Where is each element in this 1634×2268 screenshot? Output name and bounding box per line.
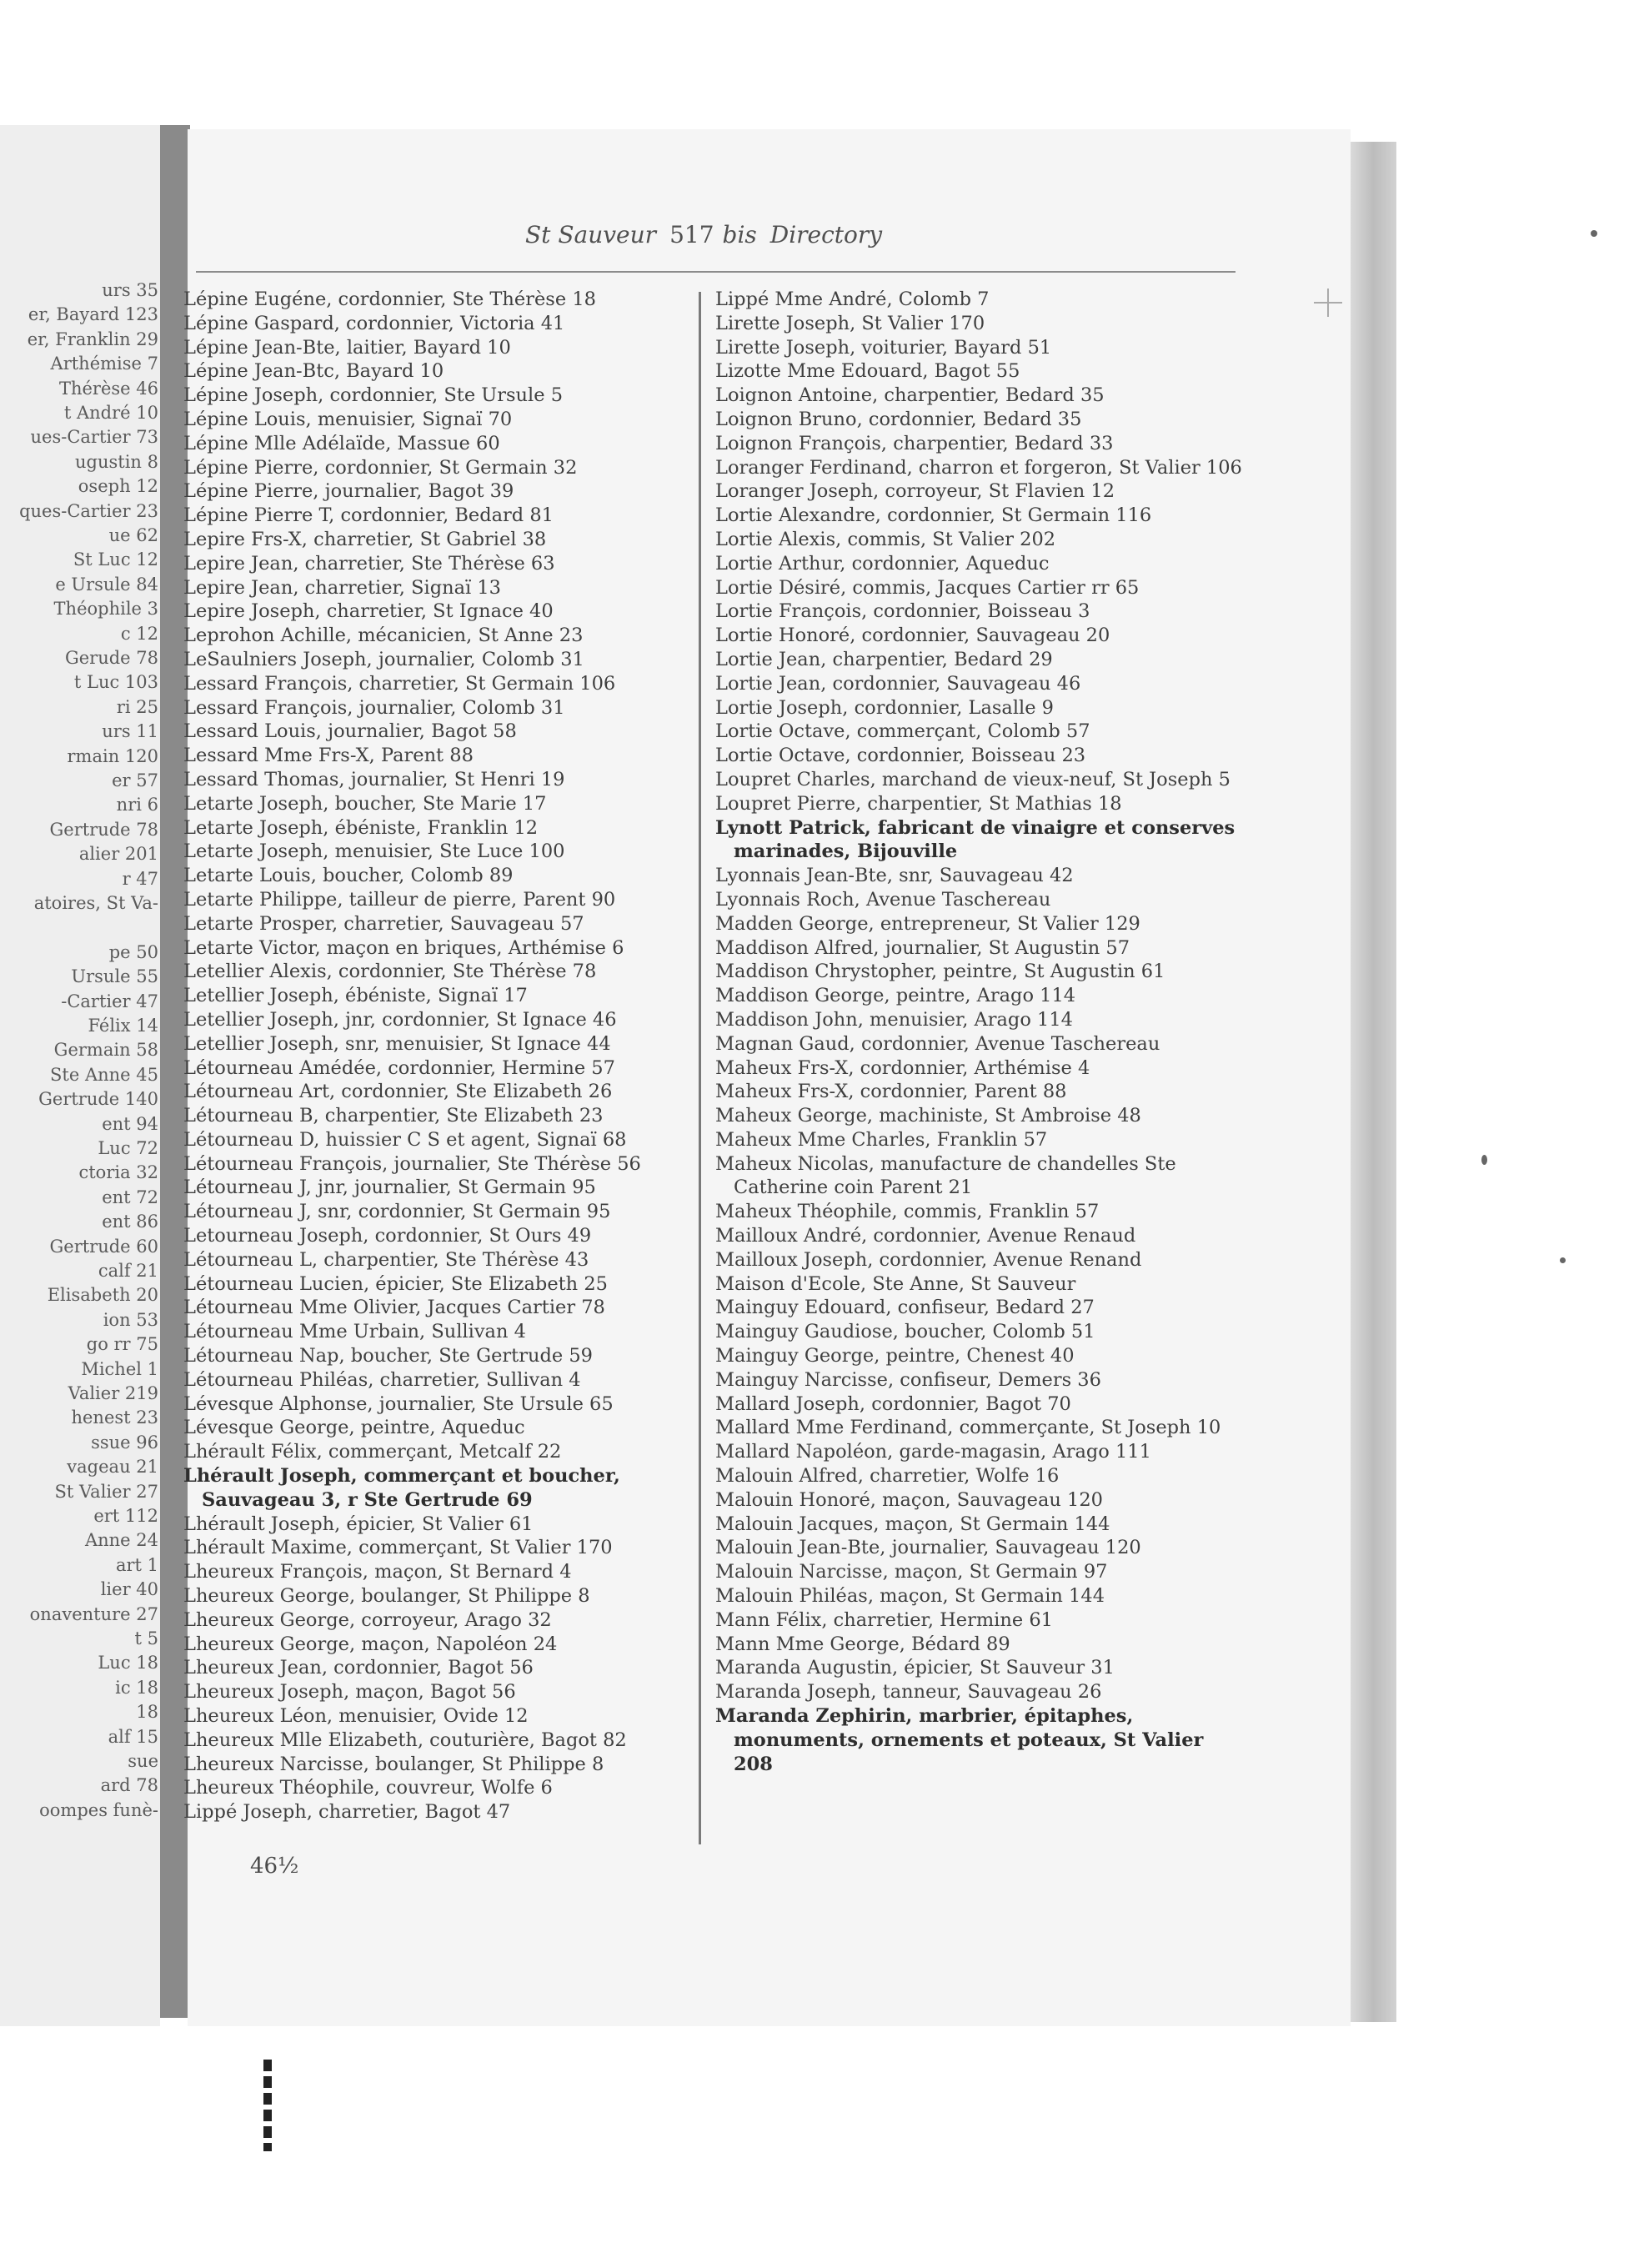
directory-entry: Lheureux Théophile, couvreur, Wolfe 6	[183, 1777, 553, 1799]
column-divider	[699, 292, 701, 1844]
directory-entry: Lheureux François, maçon, St Bernard 4	[183, 1561, 572, 1583]
facing-page-line: Gertrude 78	[49, 819, 158, 840]
directory-entry: Lyonnais Roch, Avenue Taschereau	[715, 888, 1051, 911]
facing-page-line: ssue 96	[91, 1432, 158, 1453]
directory-entry: Letarte Louis, boucher, Colomb 89	[183, 865, 514, 887]
directory-entry: Loupret Pierre, charpentier, St Mathias 18	[715, 792, 1122, 815]
facing-page-line: St Luc 12	[73, 549, 158, 570]
facing-page-line: rmain 120	[67, 745, 158, 766]
facing-page-line: Gerude 78	[64, 648, 158, 668]
facing-page-line: nri 6	[116, 795, 158, 815]
facing-page-line: urs 35	[102, 280, 158, 300]
directory-entry: Magnan Gaud, cordonnier, Avenue Taschereau	[715, 1032, 1160, 1055]
directory-entry: Lirette Joseph, St Valier 170	[715, 312, 985, 334]
directory-entry: Leprohon Achille, mécanicien, St Anne 23	[183, 625, 584, 647]
directory-entry: Lessard Louis, journalier, Bagot 58	[183, 720, 517, 743]
facing-page-line: go rr 75	[86, 1334, 158, 1355]
page-number-suffix: bis	[722, 221, 757, 248]
directory-entry: Lessard Mme Frs-X, Parent 88	[183, 745, 474, 767]
directory-entry: Mann Félix, charretier, Hermine 61	[715, 1608, 1053, 1631]
facing-page-line: ctoria 32	[78, 1162, 158, 1183]
directory-entry: Maddison Alfred, journalier, St Augustin 57	[715, 936, 1130, 959]
running-head	[525, 218, 892, 252]
directory-entry: Mainguy Edouard, confiseur, Bedard 27	[715, 1297, 1095, 1319]
facing-page-line: ard 78	[100, 1775, 158, 1796]
facing-page-line: -Cartier 47	[61, 991, 158, 1011]
directory-entry: Létourneau Mme Olivier, Jacques Cartier 78	[183, 1297, 605, 1319]
facing-page-line: Valier 219	[68, 1383, 158, 1403]
directory-entry: Maheux Frs-X, cordonnier, Arthémise 4	[715, 1056, 1090, 1079]
directory-entry: Loranger Joseph, corroyeur, St Flavien 12	[715, 480, 1115, 503]
directory-entry: Lippé Mme André, Colomb 7	[715, 289, 990, 310]
folio: 46½	[250, 1854, 299, 1879]
facing-page-line: lier 40	[100, 1579, 158, 1600]
running-head-left: St Sauveur	[525, 221, 657, 248]
facing-page-line: ques-Cartier 23	[19, 500, 158, 521]
directory-entry: Maddison John, menuisier, Arago 114	[715, 1008, 1073, 1031]
directory-entry: Maheux Nicolas, manufacture de chandelles Ste Catherine coin Parent 21	[715, 1152, 1176, 1199]
directory-entry: Lheureux George, corroyeur, Arago 32	[183, 1608, 552, 1631]
facing-page-line: henest 23	[71, 1407, 158, 1428]
directory-entry: LeSaulniers Joseph, journalier, Colomb 31	[183, 648, 584, 670]
facing-page-line: onaventure 27	[29, 1603, 158, 1624]
directory-entry: Lessard Thomas, journalier, St Henri 19	[183, 768, 565, 790]
facing-page-line: er, Bayard 123	[28, 304, 158, 325]
directory-entry: Lheureux Joseph, maçon, Bagot 56	[183, 1681, 516, 1704]
directory-entry: Maddison Chrystopher, peintre, St Augustin 61	[715, 961, 1165, 983]
directory-entry: Lheureux Mlle Elizabeth, couturière, Bagot 82	[183, 1729, 627, 1751]
directory-entry: Letarte Prosper, charretier, Sauvageau 57	[183, 912, 584, 935]
directory-entry: Loignon François, charpentier, Bedard 33	[715, 432, 1114, 454]
facing-page-fragment	[0, 125, 160, 2026]
directory-entry: Letarte Philippe, tailleur de pierre, Parent 90	[183, 888, 616, 911]
facing-page-line: ent 94	[102, 1113, 158, 1134]
facing-page-line: ert 112	[93, 1506, 158, 1526]
directory-entry: Lippé Joseph, charretier, Bagot 47	[183, 1801, 511, 1824]
directory-entry: Lépine Eugéne, cordonnier, Ste Thérèse 18	[183, 289, 596, 310]
directory-entry: Lhérault Joseph, commerçant et boucher, Sauvageau 3, r Ste Gertrude 69	[183, 1465, 620, 1511]
directory-entry: Lessard François, charretier, St Germain 106	[183, 672, 616, 695]
directory-entry: Lortie Désiré, commis, Jacques Cartier rr 65	[715, 576, 1140, 599]
directory-entry: Mallard Joseph, cordonnier, Bagot 70	[715, 1392, 1071, 1415]
facing-page-line: t 5	[134, 1628, 158, 1648]
facing-page-line: vageau 21	[67, 1457, 158, 1478]
directory-entry: Lortie François, cordonnier, Boisseau 3	[715, 600, 1090, 623]
directory-entry: Létourneau Philéas, charretier, Sullivan 4	[183, 1368, 581, 1391]
directory-entry: Létourneau B, charpentier, Ste Elizabeth 23	[183, 1105, 604, 1127]
facing-page-line: St Valier 27	[54, 1481, 158, 1502]
directory-entry: Lirette Joseph, voiturier, Bayard 51	[715, 336, 1052, 359]
directory-entry: Letourneau Joseph, cordonnier, St Ours 49	[183, 1225, 592, 1247]
facing-page-line: er, Franklin 29	[27, 329, 158, 349]
directory-entry: Lortie Honoré, cordonnier, Sauvageau 20	[715, 625, 1110, 647]
directory-entry: Lortie Jean, cordonnier, Sauvageau 46	[715, 672, 1081, 695]
directory-entry: Létourneau Amédée, cordonnier, Hermine 57	[183, 1056, 615, 1079]
directory-entry: Letarte Joseph, menuisier, Ste Luce 100	[183, 840, 565, 863]
facing-page-line: ic 18	[115, 1677, 158, 1698]
facing-page-line: er 57	[112, 770, 158, 790]
directory-entry: Lépine Louis, menuisier, Signaï 70	[183, 408, 513, 430]
directory-entry: Létourneau L, charpentier, Ste Thérèse 43	[183, 1248, 589, 1271]
directory-entry: Létourneau J, jnr, journalier, St Germain 95	[183, 1177, 596, 1199]
directory-entry: Malouin Jacques, maçon, St Germain 144	[715, 1513, 1110, 1535]
directory-entry: Lortie Jean, charpentier, Bedard 29	[715, 648, 1053, 670]
directory-entry: Lheureux George, maçon, Napoléon 24	[183, 1633, 558, 1655]
facing-page-line: ent 86	[102, 1212, 158, 1232]
facing-page-line: t André 10	[63, 403, 158, 423]
facing-page-line: Ste Anne 45	[50, 1064, 158, 1085]
directory-entry: Lortie Octave, commerçant, Colomb 57	[715, 720, 1090, 743]
directory-entry: Lynott Patrick, fabricant de vinaigre et conserves marinades, Bijouville	[715, 816, 1236, 863]
facing-page-line: urs 11	[102, 721, 158, 742]
directory-entry: Mallard Napoléon, garde-magasin, Arago 111	[715, 1441, 1151, 1463]
directory-entry: Mallard Mme Ferdinand, commerçante, St Joseph 10	[715, 1417, 1221, 1439]
binding-thread-mark	[263, 2060, 272, 2151]
directory-entry: Malouin Jean-Bte, journalier, Sauvageau 120	[715, 1537, 1141, 1559]
directory-entry: Madden George, entrepreneur, St Valier 129	[715, 912, 1140, 935]
directory-entry: Lortie Octave, cordonnier, Boisseau 23	[715, 745, 1086, 767]
directory-entry: Maranda Joseph, tanneur, Sauvageau 26	[715, 1681, 1102, 1704]
facing-page-line: ugustin 8	[75, 451, 158, 472]
directory-entry: Lépine Jean-Bte, laitier, Bayard 10	[183, 336, 511, 359]
directory-entry: Lépine Joseph, cordonnier, Ste Ursule 5	[183, 384, 564, 407]
directory-entry: Mainguy George, peintre, Chenest 40	[715, 1345, 1075, 1367]
directory-entry: Loranger Ferdinand, charron et forgeron, St Valier 106	[715, 456, 1242, 479]
directory-entry: Letellier Joseph, ébéniste, Signaï 17	[183, 985, 528, 1007]
crosshair-mark-icon	[1314, 289, 1342, 317]
directory-entry: Létourneau Mme Urbain, Sullivan 4	[183, 1321, 526, 1343]
facing-page-line: Michel 1	[81, 1358, 158, 1379]
directory-entry: Mailloux André, cordonnier, Avenue Renaud	[715, 1225, 1136, 1247]
directory-entry: Mailloux Joseph, cordonnier, Avenue Renand	[715, 1248, 1142, 1271]
directory-entry: Maranda Zephirin, marbrier, épitaphes, monuments, ornements et poteaux, St Valier 208	[715, 1705, 1204, 1775]
directory-entry: Létourneau Lucien, épicier, Ste Elizabeth 25	[183, 1272, 608, 1295]
directory-entry: Lizotte Mme Edouard, Bagot 55	[715, 360, 1020, 383]
dust-speck	[1481, 1155, 1487, 1165]
facing-page-line: Luc 72	[98, 1138, 158, 1158]
page-number: 517	[669, 221, 714, 248]
directory-entry: Letellier Joseph, jnr, cordonnier, St Ignace 46	[183, 1008, 617, 1031]
directory-entry: Lhérault Joseph, épicier, St Valier 61	[183, 1513, 534, 1535]
directory-entry: Lhérault Félix, commerçant, Metcalf 22	[183, 1441, 562, 1463]
facing-page-line: Luc 18	[98, 1653, 158, 1673]
directory-entry: Maheux Frs-X, cordonnier, Parent 88	[715, 1081, 1067, 1103]
directory-entry: Letellier Joseph, snr, menuisier, St Ignace 44	[183, 1032, 611, 1055]
directory-entry: Loupret Charles, marchand de vieux-neuf, St Joseph 5	[715, 768, 1231, 790]
facing-page-line: ion 53	[103, 1309, 158, 1330]
directory-entry: Letarte Joseph, ébéniste, Franklin 12	[183, 816, 539, 839]
directory-entry: Mainguy Narcisse, confiseur, Demers 36	[715, 1368, 1101, 1391]
directory-entry: Lépine Jean-Btc, Bayard 10	[183, 360, 444, 383]
facing-page-line: Félix 14	[88, 1016, 158, 1036]
directory-entry: Lepire Jean, charretier, Ste Thérèse 63	[183, 552, 555, 575]
directory-entry: Lépine Pierre, journalier, Bagot 39	[183, 480, 514, 503]
facing-page-line: Ursule 55	[71, 966, 158, 987]
facing-page-line: ri 25	[116, 696, 158, 717]
directory-entry: Lévesque Alphonse, journalier, Ste Ursule 65	[183, 1392, 614, 1415]
facing-page-line: atoires, St Va-	[33, 893, 158, 913]
directory-entry: Létourneau J, snr, cordonnier, St Germain 95	[183, 1201, 611, 1223]
directory-entry: Lépine Pierre T, cordonnier, Bedard 81	[183, 504, 554, 527]
directory-entry: Lépine Mlle Adélaïde, Massue 60	[183, 432, 500, 454]
dust-speck	[1560, 1257, 1566, 1263]
directory-entry: Lyonnais Jean-Bte, snr, Sauvageau 42	[715, 865, 1074, 887]
facing-page-line: sue	[128, 1751, 158, 1771]
directory-entry: Lévesque George, peintre, Aqueduc	[183, 1417, 525, 1439]
directory-entry: Loignon Antoine, charpentier, Bedard 35	[715, 384, 1105, 407]
facing-page-line: Thérèse 46	[58, 378, 158, 399]
facing-page-line: pe 50	[108, 941, 158, 962]
right-column	[715, 288, 1249, 1776]
facing-page-line: ent 72	[102, 1187, 158, 1207]
left-column	[183, 288, 717, 1824]
directory-entry: Letarte Victor, maçon en briques, Arthémise 6	[183, 936, 624, 959]
header-rule	[196, 271, 1236, 273]
directory-entry: Malouin Philéas, maçon, St Germain 144	[715, 1585, 1105, 1608]
directory-entry: Letarte Joseph, boucher, Ste Marie 17	[183, 792, 547, 815]
facing-page-line: c 12	[120, 623, 158, 644]
directory-entry: Loignon Bruno, cordonnier, Bedard 35	[715, 408, 1082, 430]
facing-page-line: r 47	[122, 868, 158, 889]
directory-entry: Maheux George, machiniste, St Ambroise 48	[715, 1105, 1141, 1127]
directory-entry: Lessard François, journalier, Colomb 31	[183, 696, 565, 719]
directory-entry: Lortie Alexis, commis, St Valier 202	[715, 528, 1056, 550]
directory-entry: Lepire Frs-X, charretier, St Gabriel 38	[183, 528, 547, 550]
facing-page-line: e Ursule 84	[55, 574, 158, 595]
facing-page-line: Anne 24	[84, 1530, 158, 1551]
directory-entry: Lépine Pierre, cordonnier, St Germain 32	[183, 456, 578, 479]
directory-entry: Maddison George, peintre, Arago 114	[715, 985, 1076, 1007]
facing-page-line: Gertrude 140	[38, 1089, 158, 1110]
directory-entry: Lortie Alexandre, cordonnier, St Germain 116	[715, 504, 1152, 527]
dust-speck	[1591, 230, 1597, 237]
facing-page-line: alf 15	[108, 1726, 158, 1747]
facing-page-line: ue 62	[108, 525, 158, 545]
running-head-right: Directory	[769, 221, 883, 248]
facing-page-line: art 1	[115, 1554, 158, 1575]
facing-page-line: Germain 58	[53, 1040, 158, 1061]
directory-entry: Létourneau Nap, boucher, Ste Gertrude 59	[183, 1345, 593, 1367]
directory-entry: Lortie Joseph, cordonnier, Lasalle 9	[715, 696, 1054, 719]
directory-entry: Lepire Joseph, charretier, St Ignace 40	[183, 600, 554, 623]
facing-page-line: Arthémise 7	[50, 354, 158, 374]
directory-entry: Lheureux Narcisse, boulanger, St Philippe 8	[183, 1753, 604, 1775]
directory-entry: Lepire Jean, charretier, Signaï 13	[183, 576, 501, 599]
facing-page-line: oseph 12	[78, 476, 158, 497]
directory-entry: Malouin Narcisse, maçon, St Germain 97	[715, 1561, 1108, 1583]
directory-entry: Lheureux Jean, cordonnier, Bagot 56	[183, 1657, 534, 1679]
directory-entry: Letellier Alexis, cordonnier, Ste Thérèse 78	[183, 961, 597, 983]
facing-page-line	[0, 915, 158, 940]
directory-entry: Mainguy Gaudiose, boucher, Colomb 51	[715, 1321, 1095, 1343]
facing-page-line: ues-Cartier 73	[30, 427, 158, 448]
directory-entry: Malouin Honoré, maçon, Sauvageau 120	[715, 1488, 1103, 1511]
facing-page-line: oompes funè-	[39, 1799, 158, 1820]
facing-page-line: Elisabeth 20	[47, 1285, 158, 1306]
facing-page-line: alier 201	[78, 844, 158, 865]
facing-page-line: t Luc 103	[73, 672, 158, 693]
directory-entry: Lhérault Maxime, commerçant, St Valier 170	[183, 1537, 613, 1559]
directory-entry: Létourneau François, journalier, Ste Thérèse 56	[183, 1152, 641, 1175]
page-edges	[1351, 142, 1396, 2022]
directory-entry: Lortie Arthur, cordonnier, Aqueduc	[715, 552, 1050, 575]
facing-page-line: calf 21	[98, 1261, 158, 1281]
directory-entry: Maison d'Ecole, Ste Anne, St Sauveur	[715, 1272, 1076, 1295]
directory-entry: Malouin Alfred, charretier, Wolfe 16	[715, 1465, 1060, 1488]
directory-entry: Maheux Mme Charles, Franklin 57	[715, 1128, 1048, 1151]
directory-entry: Lheureux Léon, menuisier, Ovide 12	[183, 1705, 529, 1728]
directory-entry: Létourneau D, huissier C S et agent, Signaï 68	[183, 1128, 627, 1151]
directory-entry: Maheux Théophile, commis, Franklin 57	[715, 1201, 1100, 1223]
directory-entry: Létourneau Art, cordonnier, Ste Elizabeth 26	[183, 1081, 613, 1103]
directory-entry: Lheureux George, boulanger, St Philippe 8	[183, 1585, 590, 1608]
directory-entry: Lépine Gaspard, cordonnier, Victoria 41	[183, 312, 565, 334]
directory-entry: Mann Mme George, Bédard 89	[715, 1633, 1010, 1655]
facing-page-line: Théophile 3	[53, 599, 158, 620]
facing-page-line: 18	[136, 1702, 158, 1723]
directory-entry: Maranda Augustin, épicier, St Sauveur 31	[715, 1657, 1115, 1679]
facing-page-line: Gertrude 60	[49, 1236, 158, 1257]
